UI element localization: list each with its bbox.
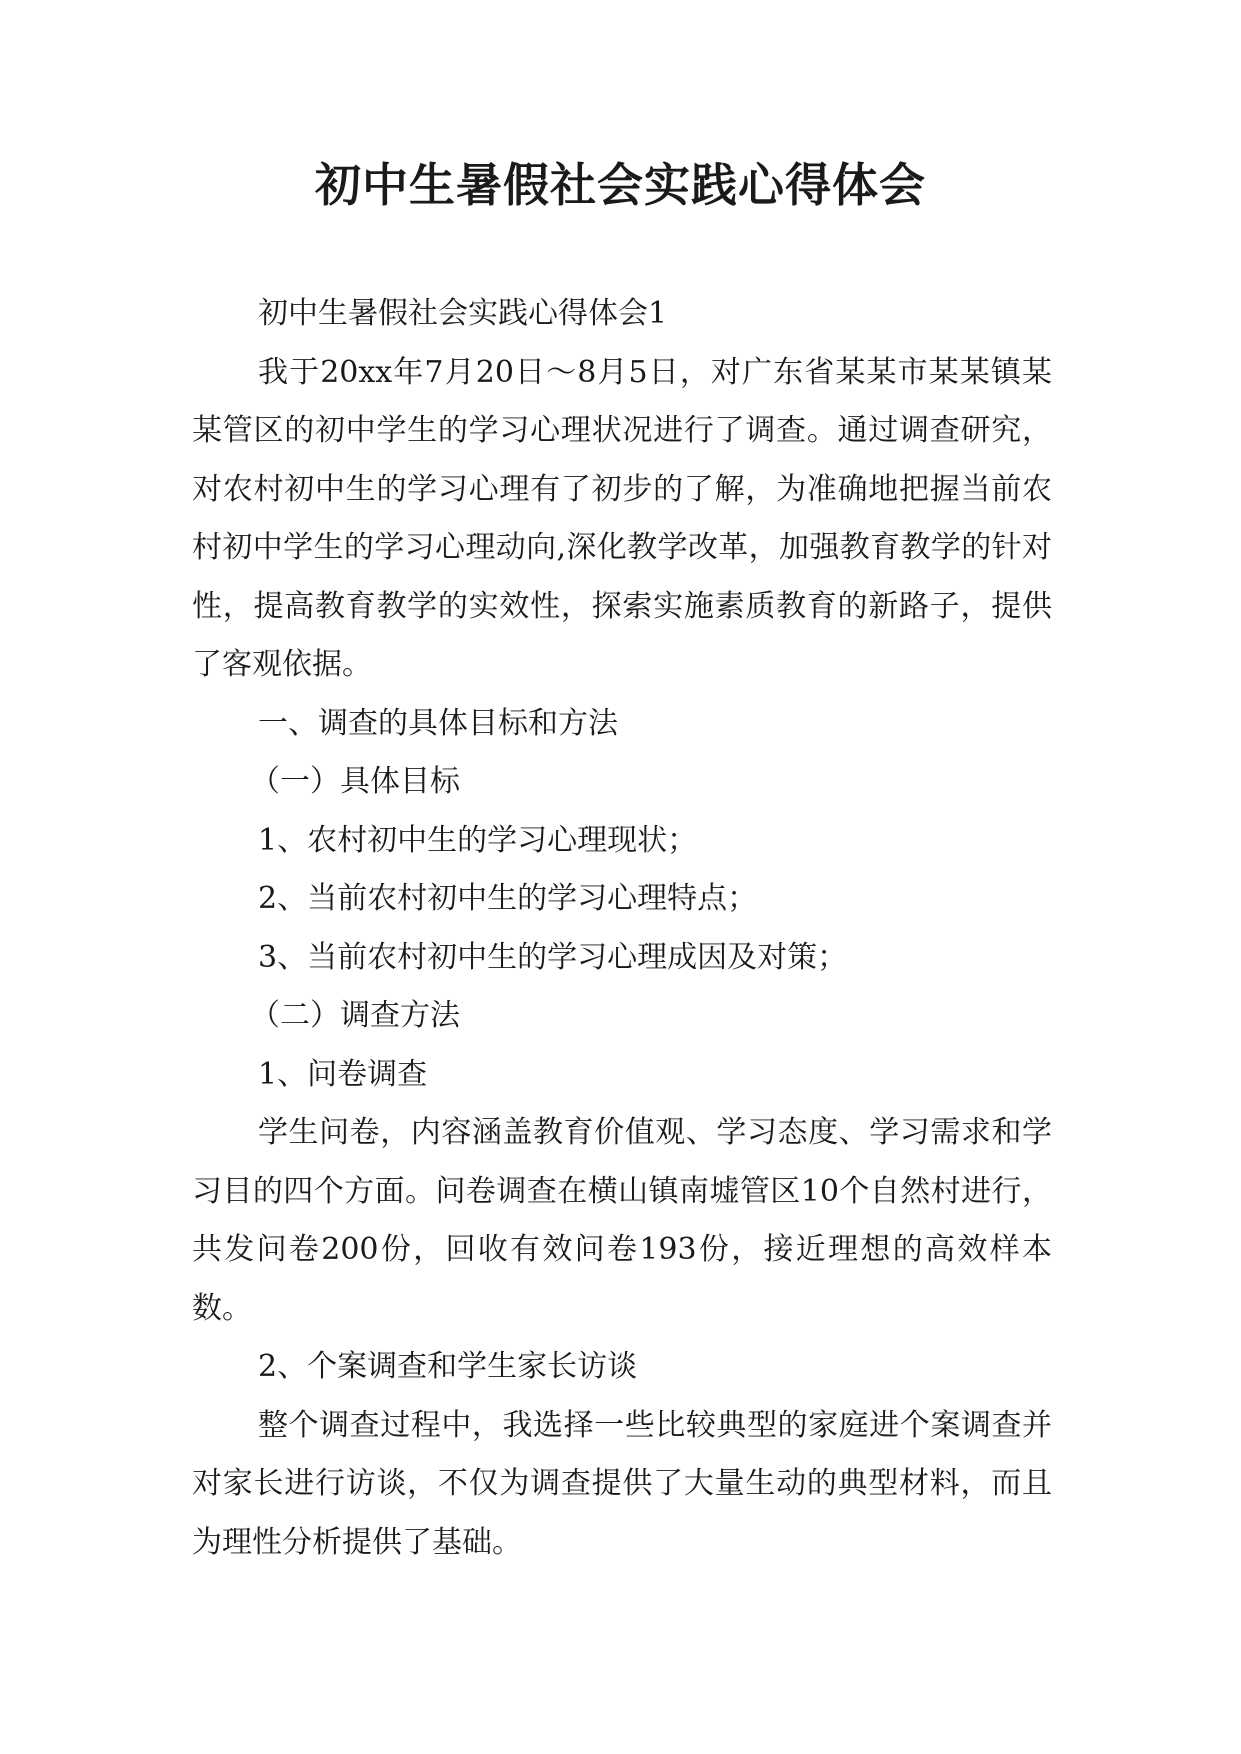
subheading-specific-goals: （一）具体目标 <box>250 764 460 799</box>
method-heading-case-study: 2、个案调查和学生家长访谈 <box>258 1349 638 1384</box>
intro-paragraph: 我于20xx年7月20日～8月5日，对广东省某某市某某镇某某管区的初中学生的学习心理状况进行了调查。通过调查研究，对农村初中生的学习心理有了初步的了解，为准确地把握当前农村初中学生的学习心理动向,深化教学改革，加强教育教学的针对性，提高教育教学的实效性，探索实施素质教育的新路子，提供了客观依据。 <box>192 354 1052 682</box>
goal-item: 3、当前农村初中生的学习心理成因及对策； <box>258 939 848 975</box>
subheading-survey-methods: （二）调查方法 <box>250 998 460 1033</box>
document-body <box>192 285 1052 1572</box>
case-study-paragraph: 整个调查过程中，我选择一些比较典型的家庭进个案调查并对家长进行访谈，不仅为调查提供了大量生动的典型材料，而且为理性分析提供了基础。 <box>192 1407 1052 1560</box>
method-heading-questionnaire: 1、问卷调查 <box>258 1056 428 1092</box>
document-title: 初中生暑假社会实践心得体会 <box>315 158 926 212</box>
goal-item: 1、农村初中生的学习心理现状； <box>258 822 698 858</box>
questionnaire-paragraph: 学生问卷，内容涵盖教育价值观、学习态度、学习需求和学习目的四个方面。问卷调查在横山镇南墟管区10个自然村进行，共发问卷200份，回收有效问卷193份，接近理想的高效样本数。 <box>192 1115 1052 1326</box>
goal-item: 2、当前农村初中生的学习心理特点； <box>258 881 758 916</box>
heading-goals-and-methods: 一、调查的具体目标和方法 <box>258 705 618 741</box>
section-heading: 初中生暑假社会实践心得体会1 <box>258 296 668 331</box>
